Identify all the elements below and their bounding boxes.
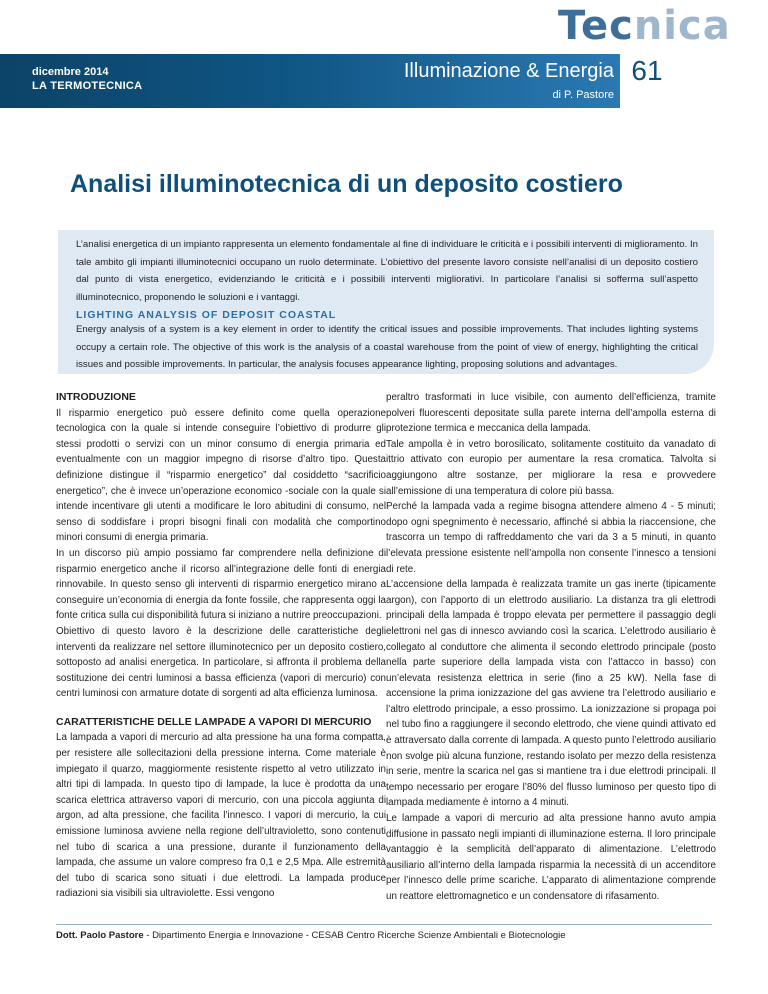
logo-part-2: nica [633,3,731,49]
page-number: 61 [631,55,663,86]
footer-divider [56,924,712,925]
body-paragraph: Perché la lampada vada a regime bisogna attendere almeno 4 - 5 minuti; dopo ogni spegnimento è necessario, affinché si abbia la riaccensione, che trascorra un tempo di raffreddamento che vari da 3 a 5 minuti, in quanto l’elevata pressione esistente nell’ampolla non consente l’innesco a tensioni di rete. [386,501,716,575]
body-paragraph: In un discorso più ampio possiamo far comprendere nella definizione di risparmio energetico anche il ricorso all’integrazione delle fonti di energia rinnovabile. In questo senso gli interventi di risparmio energetico mirano a conseguire un’economia di energia da fonte fossile, che rappresenta oggi la fonte critica sulla cui disponibilità futura si iniziano a nutrire preoccupazioni. [56,547,386,622]
author-byline: di P. Pastore [552,89,614,101]
author-affiliation [56,929,716,943]
body-column-right [386,390,716,910]
body-paragraph: Le lampade a vapori di mercurio ad alta pressione hanno avuto ampia diffusione in passato negli impianti di illuminazione esterna. Il loro principale vantaggio è la semplicità dell’apparato di alimentazione. L’elettrodo ausiliario all’interno della lampada risparmia la necessità di un accenditore per l’innesco delle prime scariche. L’apparato di alimentazione comprende un reattore elettromagnetico e un condensatore di rifasamento. [386,813,716,902]
abstract-english-title: LIGHTING ANALYSIS OF DEPOSIT COASTAL [76,309,337,321]
abstract-english: Energy analysis of a system is a key element in order to identify the critical issues and possible improvements. That includes lighting systems occupy a certain role. The objective of this work is the analysis of a coastal warehouse from the point of view of energy, highlighting the critical issues and possible improvements. In particular, the analysis focuses appearance lighting, proposing solutions and advantages. [76,324,698,370]
section-heading-lampade: CARATTERISTICHE DELLE LAMPADE A VAPORI DI MERCURIO [56,715,372,728]
publication-name: LA TERMOTECNICA [32,80,143,92]
body-paragraph: La lampada a vapori di mercurio ad alta pressione ha una forma compatta, per resistere alle sollecitazioni della pressione interna. Come materiale è impiegato il quarzo, maggiormente resistente rispetto al vetro utilizzato in altri tipi di lampada. In questo tipo di lampade, la luce è prodotta da una scarica elettrica attraverso vapori di mercurio, con una piccola aggiunta di argon, ad alta pressione, che facilita l’innesco. I vapori di mercurio, la cui emissione luminosa avviene nella regione dell’ultravioletto, sono contenuti nel tubo di scarica a una pressione, durante il funzionamento della lampada, che assume un valore compreso fra 0,1 e 2,5 Mpa. Alle estremità del tubo di scarica sono situati i due elettrodi. La lampada produce radiazioni sia visibili sia ultraviolette. Essi vengono [56,732,386,900]
body-paragraph: Il risparmio energetico può essere definito come quella operazione tecnologica con la quale si intende conseguire l’obiettivo di produrre gli stessi prodotti o servizi con un minor consumo di energia primaria ed eventualmente con un maggior impegno di risorse d’altro tipo. Questa definizione distingue il “risparmio energetico” dal cosiddetto “sacrificio energetico”, che è invece un’operazione economico -sociale con la quale si intende incentivare gli utenti a modificare le loro abitudini di consumo, nel senso di soddisfare i propri bisogni finali con modalità che comportino minori consumi di energia primaria. [56,407,386,544]
issue-date: dicembre 2014 [32,66,109,78]
article-title: Analisi illuminotecnica di un deposito costiero [70,170,623,198]
footer-author-name: Dott. Paolo Pastore [56,930,144,941]
footer-affiliation-text: - Dipartimento Energia e Innovazione - CESAB Centro Ricerche Scienze Ambientali e Biotecnologie [143,930,566,941]
abstract-italian: L’analisi energetica di un impianto rappresenta un elemento fondamentale al fine di individuare le criticità e i possibili interventi di miglioramento. In tale ambito gli impianti illuminotecnici occupano un ruolo determinate. L’obiettivo del presente lavoro consiste nell’analisi di un deposito costiero dal punto di vista energetico, evidenziando le criticità e i possibili interventi migliorativi. In particolare l’analisi si sofferma sull’aspetto illuminotecnico, proponendo le soluzioni e i vantaggi. [76,239,698,303]
section-heading-introduzione: INTRODUZIONE [56,391,136,403]
body-paragraph: Obiettivo di questo lavoro è la descrizione delle caratteristiche degli interventi da realizzare nel settore illuminotecnico per un deposito costiero, sottoposto ad analisi energetica. In particolare, si affronta il problema della sostituzione dei centri luminosi a bassa efficienza (vapori di mercurio) con centri luminosi con armature dotate di sorgenti ad alta efficienza luminosa. [56,625,386,700]
body-paragraph: L’accensione della lampada è realizzata tramite un gas inerte (tipicamente argon), con l’apporto di un elettrodo ausiliario. La distanza tra gli elettrodi principali della lampada è troppo elevata per permettere il passaggio degli elettroni nel gas di innesco avviando così la scarica. L’elettrodo ausiliario è collegato al conduttore che alimenta il secondo elettrodo principale (posto nella parte superiore della lampada vista con l’attacco in basso) con un’elevata resistenza elettrica in serie (fino a 25 kW). Nella fase di accensione la prima ionizzazione del gas avviene tra l’elettrodo ausiliario e l’altro elettrodo principale, a esso prossimo. La ionizzazione si propaga poi nel tubo fino a raggiungere il secondo elettrodo, che viene quindi attivato ed è attraversato dalla corrente di lampada. A questo punto l’elettrodo ausiliario non svolge più alcuna funzione, restando isolato per mezzo della resistenza in serie, mentre la scarica nel gas si mantiene tra i due elettrodi principali. Il tempo necessario per erogare l’80% del flusso luminoso per questo tipo di lampada mediamente è intorno a 4 minuti. [386,579,716,809]
body-column-left [56,390,386,910]
magazine-logo [558,2,731,50]
logo-part-1: Tec [558,3,634,49]
abstract-box [58,230,714,374]
section-title: Illuminazione & Energia [403,60,614,82]
body-paragraph: Tale ampolla è in vetro borosilicato, solitamente costituito da vanadato di ittrio attivato con europio per aumentare la resa cromatica. Talvolta si aggiungono altre sostanze, per migliorare la resa e provvedere all’emissione di una temperatura di colore più bassa. [386,438,716,497]
body-paragraph: peraltro trasformati in luce visibile, con aumento dell’efficienza, tramite polveri fluorescenti depositate sulla parete interna dell’ampolla esterna di protezione termica e meccanica della lampada. [386,392,716,435]
